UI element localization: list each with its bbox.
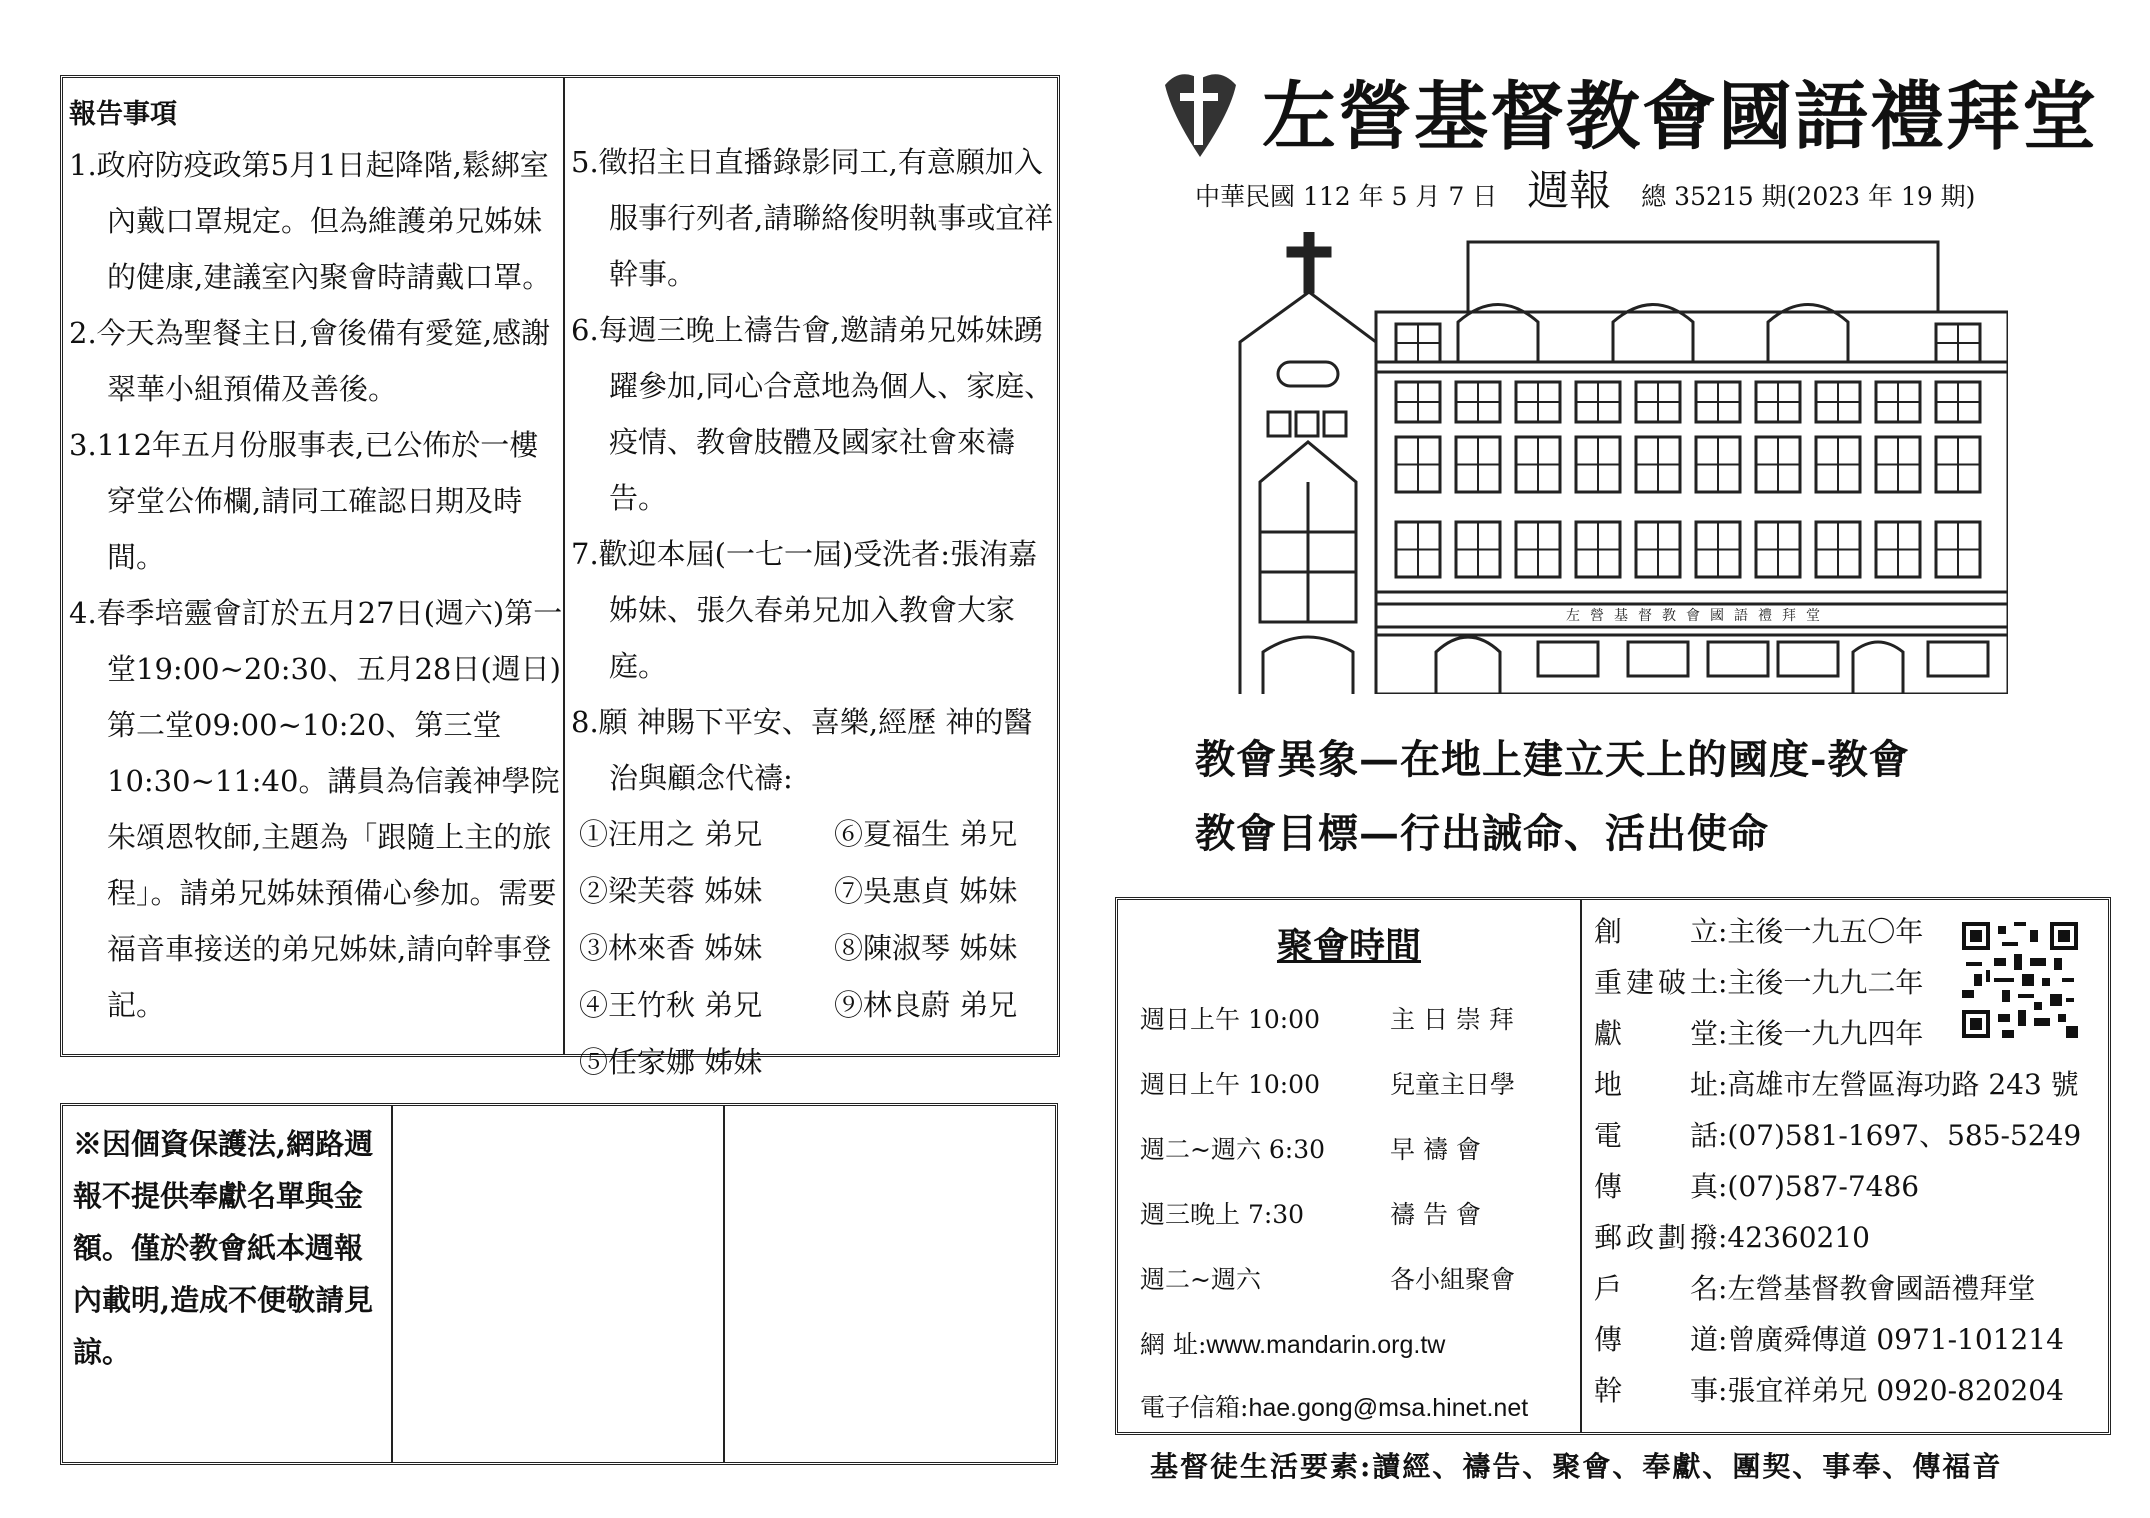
announcements-box — [60, 75, 1060, 1079]
announcements-column-right — [565, 78, 1057, 1079]
church-building-illustration — [1238, 232, 2008, 694]
church-goal: 教會目標—行出誡命、活出使命 — [1195, 810, 1769, 857]
email-row — [1140, 1388, 1528, 1424]
meeting-row — [1140, 1260, 1515, 1296]
meeting-row — [1140, 1065, 1515, 1101]
church-title: 左營基督教會國語禮拜堂 — [1262, 74, 2098, 160]
fact-row — [1594, 1110, 2108, 1161]
fact-value: :左營基督教會國語禮拜堂 — [1718, 1272, 2036, 1305]
bulletin-issue: 總 35215 期(2023 年 19 期) — [1641, 182, 1976, 211]
fact-row — [1594, 1212, 2108, 1263]
offering-cell-empty — [393, 1106, 725, 1462]
fact-value: :張宜祥弟兄 0920-820204 — [1718, 1374, 2064, 1407]
email-link[interactable]: hae.gong@msa.hinet.net — [1248, 1394, 1529, 1422]
announcement-item: 3.112年五月份服事表,已公佈於一樓穿堂公佈欄,請同工確認日期及時間。 — [69, 428, 539, 574]
church-logo-icon — [1160, 65, 1240, 160]
email-label: 電子信箱: — [1140, 1393, 1249, 1422]
meeting-row — [1140, 1000, 1514, 1036]
meeting-time: 週日上午 10:00 — [1140, 1005, 1320, 1034]
fact-row — [1594, 1263, 2108, 1314]
meeting-row — [1140, 1195, 1481, 1231]
bulletin-date: 中華民國 112 年 5 月 7 日 — [1195, 182, 1498, 211]
meeting-name: 早 禱 會 — [1390, 1135, 1481, 1164]
building-window — [1538, 642, 1598, 676]
building-window — [1928, 642, 1988, 676]
prayer-list-item: ②梁芙蓉 姊妹 — [579, 874, 763, 908]
fact-row — [1594, 1059, 2108, 1110]
meeting-row — [1140, 1130, 1481, 1166]
fact-key: 重建破土 — [1594, 966, 1718, 999]
prayer-list-item: ④王竹秋 弟兄 — [579, 988, 763, 1022]
church-vision: 教會異象—在地上建立天上的國度-教會 — [1195, 736, 1910, 783]
fact-value: :42360210 — [1718, 1221, 1870, 1254]
offering-box — [60, 1103, 1058, 1465]
meeting-time: 週二~週六 6:30 — [1140, 1135, 1326, 1164]
prayer-list-item: ①汪用之 弟兄 — [579, 817, 763, 851]
building-window — [1628, 642, 1688, 676]
fact-row — [1594, 1314, 2108, 1365]
church-facts-panel — [1584, 900, 2108, 1432]
meeting-name: 禱 告 會 — [1390, 1200, 1481, 1229]
prayer-list-item: ③林來香 姊妹 — [579, 931, 763, 965]
fact-key: 獻堂 — [1594, 1017, 1718, 1050]
fact-value: :曾廣舜傳道 0971-101214 — [1718, 1323, 2064, 1356]
fact-key: 電話 — [1594, 1119, 1718, 1152]
fact-key: 幹事 — [1594, 1374, 1718, 1407]
fact-key: 戶名 — [1594, 1272, 1718, 1305]
footer-christian-life: 基督徒生活要素:讀經、禱告、聚會、奉獻、團契、事奉、傳福音 — [1150, 1450, 2003, 1483]
meeting-times-panel — [1118, 900, 1582, 1432]
date-line — [1195, 158, 1975, 218]
fact-value: :主後一九九四年 — [1718, 1017, 1924, 1050]
website-row — [1140, 1325, 1445, 1361]
prayer-list-item: ⑤任家娜 姊妹 — [579, 1045, 763, 1079]
building-window — [1708, 642, 1768, 676]
meeting-time: 週三晚上 7:30 — [1140, 1200, 1305, 1229]
qr-code-icon[interactable] — [1962, 922, 2078, 1038]
fact-key: 傳真 — [1594, 1170, 1718, 1203]
fact-key: 郵政劃撥 — [1594, 1221, 1718, 1254]
info-box — [1115, 897, 2111, 1435]
fact-row — [1594, 1161, 2108, 1212]
building-sign: 左營基督教會國語禮拜堂 — [1566, 608, 1830, 624]
website-label: 網 址: — [1140, 1330, 1207, 1359]
prayer-list-item: ⑧陳淑琴 姊妹 — [834, 931, 1018, 965]
announcement-item: 7.歡迎本屆(一七一屆)受洗者:張洧嘉姊妹、張久春弟兄加入教會大家庭。 — [571, 537, 1038, 683]
meeting-times-title: 聚會時間 — [1276, 925, 1421, 967]
fact-key: 地址 — [1594, 1068, 1718, 1101]
prayer-list — [579, 806, 1057, 1091]
fact-key: 傳道 — [1594, 1323, 1718, 1356]
offering-notice-cell — [63, 1106, 393, 1462]
fact-value: :高雄市左營區海功路 243 號 — [1718, 1068, 2079, 1101]
prayer-list-item: ⑦吳惠貞 姊妹 — [834, 874, 1018, 908]
fact-value: :(07)581-1697、585-5249 — [1718, 1119, 2082, 1152]
meeting-name: 各小組聚會 — [1390, 1265, 1516, 1294]
announcement-item: 8.願 神賜下平安、喜樂,經歷 神的醫治與顧念代禱: — [571, 705, 1033, 795]
offering-notice: ※因個資保護法,網路週報不提供奉獻名單與金額。僅於教會紙本週報內載明,造成不便敬請見諒。 — [73, 1127, 374, 1369]
meeting-time: 週日上午 10:00 — [1140, 1070, 1320, 1099]
announcements-column-left — [63, 78, 565, 1054]
announcement-item: 6.每週三晚上禱告會,邀請弟兄姊妹踴躍參加,同心合意地為個人、家庭、疫情、教會肢體及國家社會來禱告。 — [571, 313, 1054, 515]
prayer-list-item: ⑥夏福生 弟兄 — [834, 817, 1018, 851]
meeting-name: 主 日 崇 拜 — [1390, 1005, 1514, 1034]
fact-value: :主後一九五〇年 — [1718, 915, 1924, 948]
fact-value: :主後一九九二年 — [1718, 966, 1924, 999]
announcement-item: 5.徵招主日直播錄影同工,有意願加入服事行列者,請聯絡俊明執事或宜祥幹事。 — [571, 145, 1054, 291]
meeting-time: 週二~週六 — [1140, 1265, 1261, 1294]
announcement-item: 2.今天為聖餐主日,會後備有愛筵,感謝翠華小組預備及善後。 — [69, 316, 551, 406]
meeting-name: 兒童主日學 — [1390, 1070, 1516, 1099]
offering-cell-empty — [725, 1106, 1055, 1462]
bulletin-weekly-label: 週報 — [1527, 166, 1612, 215]
website-link[interactable]: www.mandarin.org.tw — [1206, 1331, 1446, 1359]
announcement-item: 4.春季培靈會訂於五月27日(週六)第一堂19:00~20:30、五月28日(週日)第二堂09:00~10:20、第三堂10:30~11:40。講員為信義神學院朱頌恩牧師,主題為「跟隨上主的旅程」。請弟兄姊妹預備心參加。需要福音車接送的弟兄姊妹,請向幹事登記。 — [69, 596, 563, 1022]
building-window — [1778, 642, 1838, 676]
fact-key: 創立 — [1594, 915, 1718, 948]
fact-row — [1594, 1365, 2108, 1416]
fact-value: :(07)587-7486 — [1718, 1170, 1920, 1203]
announcement-item: 1.政府防疫政第5月1日起降階,鬆綁室內戴口罩規定。但為維護弟兄姊妹的健康,建議室內聚會時請戴口罩。 — [69, 148, 552, 294]
prayer-list-item: ⑨林良蔚 弟兄 — [834, 988, 1018, 1022]
announcements-heading: 報告事項 — [69, 99, 177, 130]
